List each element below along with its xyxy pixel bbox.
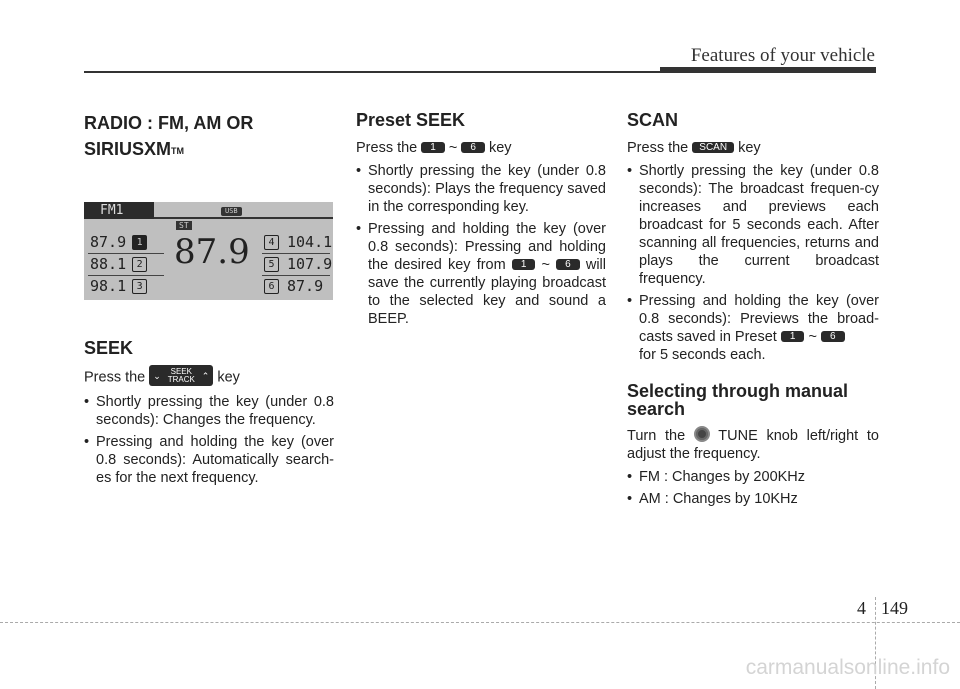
list-item-text: for 5 seconds each.	[639, 347, 766, 363]
preset-row-4	[264, 234, 332, 251]
list-item	[627, 292, 879, 364]
preset-key-1: 1	[421, 142, 445, 153]
list-item: • Shortly pressing the key (under 0.8 seconds): Changes the frequency.	[84, 393, 334, 429]
preset-key-6: 6	[556, 259, 580, 270]
column-right	[627, 110, 879, 512]
instruction-text: Press the	[84, 369, 146, 386]
watermark: carmanualsonline.info	[745, 656, 950, 679]
list-item: • Pressing and holding the key (over 0.8 seconds): Automatically search-es for the next frequency.	[84, 433, 334, 487]
current-frequency: 87.9	[174, 232, 250, 272]
band-label: FM1	[84, 202, 154, 219]
scan-instruction	[627, 139, 879, 157]
instruction-text: Press the	[627, 140, 689, 156]
preset-row-6	[264, 278, 323, 295]
footer-rule	[0, 622, 960, 623]
seek-bullets	[84, 393, 334, 487]
preset-row-3	[90, 278, 147, 295]
preset-row-5	[264, 256, 332, 273]
column-middle	[356, 110, 606, 332]
seek-key-line2: TRACK	[167, 374, 195, 384]
chapter-number: 4	[857, 598, 866, 618]
manual-bullets	[627, 468, 879, 508]
preset-number: 5	[264, 257, 279, 272]
divider	[262, 275, 330, 276]
scan-heading: SCAN	[627, 110, 679, 130]
preset-freq: 98.1	[90, 277, 127, 295]
preset-number: 3	[132, 279, 147, 294]
preset-freq: 87.9	[287, 277, 324, 295]
preset-seek-bullets	[356, 162, 606, 328]
instruction-text: key	[217, 369, 240, 386]
preset-key-6: 6	[821, 331, 845, 342]
instruction-text: Press the	[356, 140, 418, 156]
list-item-text: Pressing and holding the key (over 0.8 seconds): Previews the broad-casts saved in Preset	[639, 293, 879, 345]
page-number-value: 149	[881, 598, 908, 618]
list-item: • AM : Changes by 10KHz	[627, 490, 879, 508]
preset-seek-instruction	[356, 139, 606, 157]
header-title: Features of your vehicle	[690, 45, 875, 66]
list-item	[356, 220, 606, 328]
instruction-text: Turn the	[627, 428, 686, 444]
stereo-badge: ST	[176, 221, 192, 230]
header-rule-accent	[660, 67, 876, 72]
trademark: TM	[171, 146, 185, 156]
display-bar	[154, 217, 333, 219]
instruction-text: key	[738, 140, 761, 156]
instruction-text: key	[488, 140, 512, 156]
preset-number: 6	[264, 279, 279, 294]
seek-key-label	[168, 368, 195, 384]
scan-key: SCAN	[692, 142, 734, 153]
column-left	[84, 110, 334, 491]
preset-seek-heading: Preset SEEK	[356, 110, 466, 130]
radio-heading	[84, 110, 334, 162]
divider	[88, 253, 164, 254]
preset-freq: 107.9	[287, 255, 333, 273]
chevron-up-icon: ⌃	[201, 370, 210, 381]
list-item-text: Pressing and holding the key (over 0.8 seconds): Pressing and holding the desired key from	[368, 221, 606, 273]
preset-freq: 88.1	[90, 255, 127, 273]
preset-number: 4	[264, 235, 279, 250]
instruction-text: TUNE knob left/right to adjust the frequency.	[627, 428, 879, 462]
usb-badge: USB	[221, 207, 242, 216]
list-item: • Shortly pressing the key (under 0.8 seconds): The broadcast frequen-cy increases and previews each broadcast for 5 seconds each. After scanning all frequencies, returns and plays the current broadcast frequency.	[627, 162, 879, 288]
preset-key-1: 1	[512, 259, 536, 270]
preset-freq: 87.9	[90, 233, 127, 251]
seek-instruction	[84, 367, 334, 388]
preset-key-1: 1	[781, 331, 805, 342]
seek-heading: SEEK	[84, 338, 134, 358]
preset-freq: 104.1	[287, 233, 333, 251]
list-item-text: will save the currently playing broadcast to the selected key and sound a BEEP.	[368, 257, 606, 327]
radio-heading-line1: RADIO : FM, AM OR	[84, 113, 254, 133]
list-item: • FM : Changes by 200KHz	[627, 468, 879, 486]
radio-display-image	[84, 202, 333, 300]
tune-knob-icon	[694, 426, 710, 442]
preset-number: 2	[132, 257, 147, 272]
chevron-left-icon: ⌄	[153, 370, 161, 381]
preset-key-6: 6	[461, 142, 485, 153]
manual-instruction	[627, 427, 879, 463]
list-item: • Shortly pressing the key (under 0.8 seconds): Plays the frequency saved in the corresponding key.	[356, 162, 606, 216]
divider	[262, 253, 330, 254]
seek-track-key	[149, 365, 213, 386]
tilde: ~	[541, 257, 551, 273]
preset-row-2	[90, 256, 147, 273]
preset-number: 1	[132, 235, 147, 250]
tilde: ~	[448, 140, 458, 156]
divider	[88, 275, 164, 276]
scan-bullets	[627, 162, 879, 364]
radio-heading-line2: SIRIUSXM	[84, 139, 172, 159]
tilde: ~	[808, 329, 817, 345]
manual-search-heading: Selecting through manual search	[627, 381, 849, 419]
seek-key-line1: SEEK	[170, 366, 192, 376]
preset-row-1	[90, 234, 147, 251]
